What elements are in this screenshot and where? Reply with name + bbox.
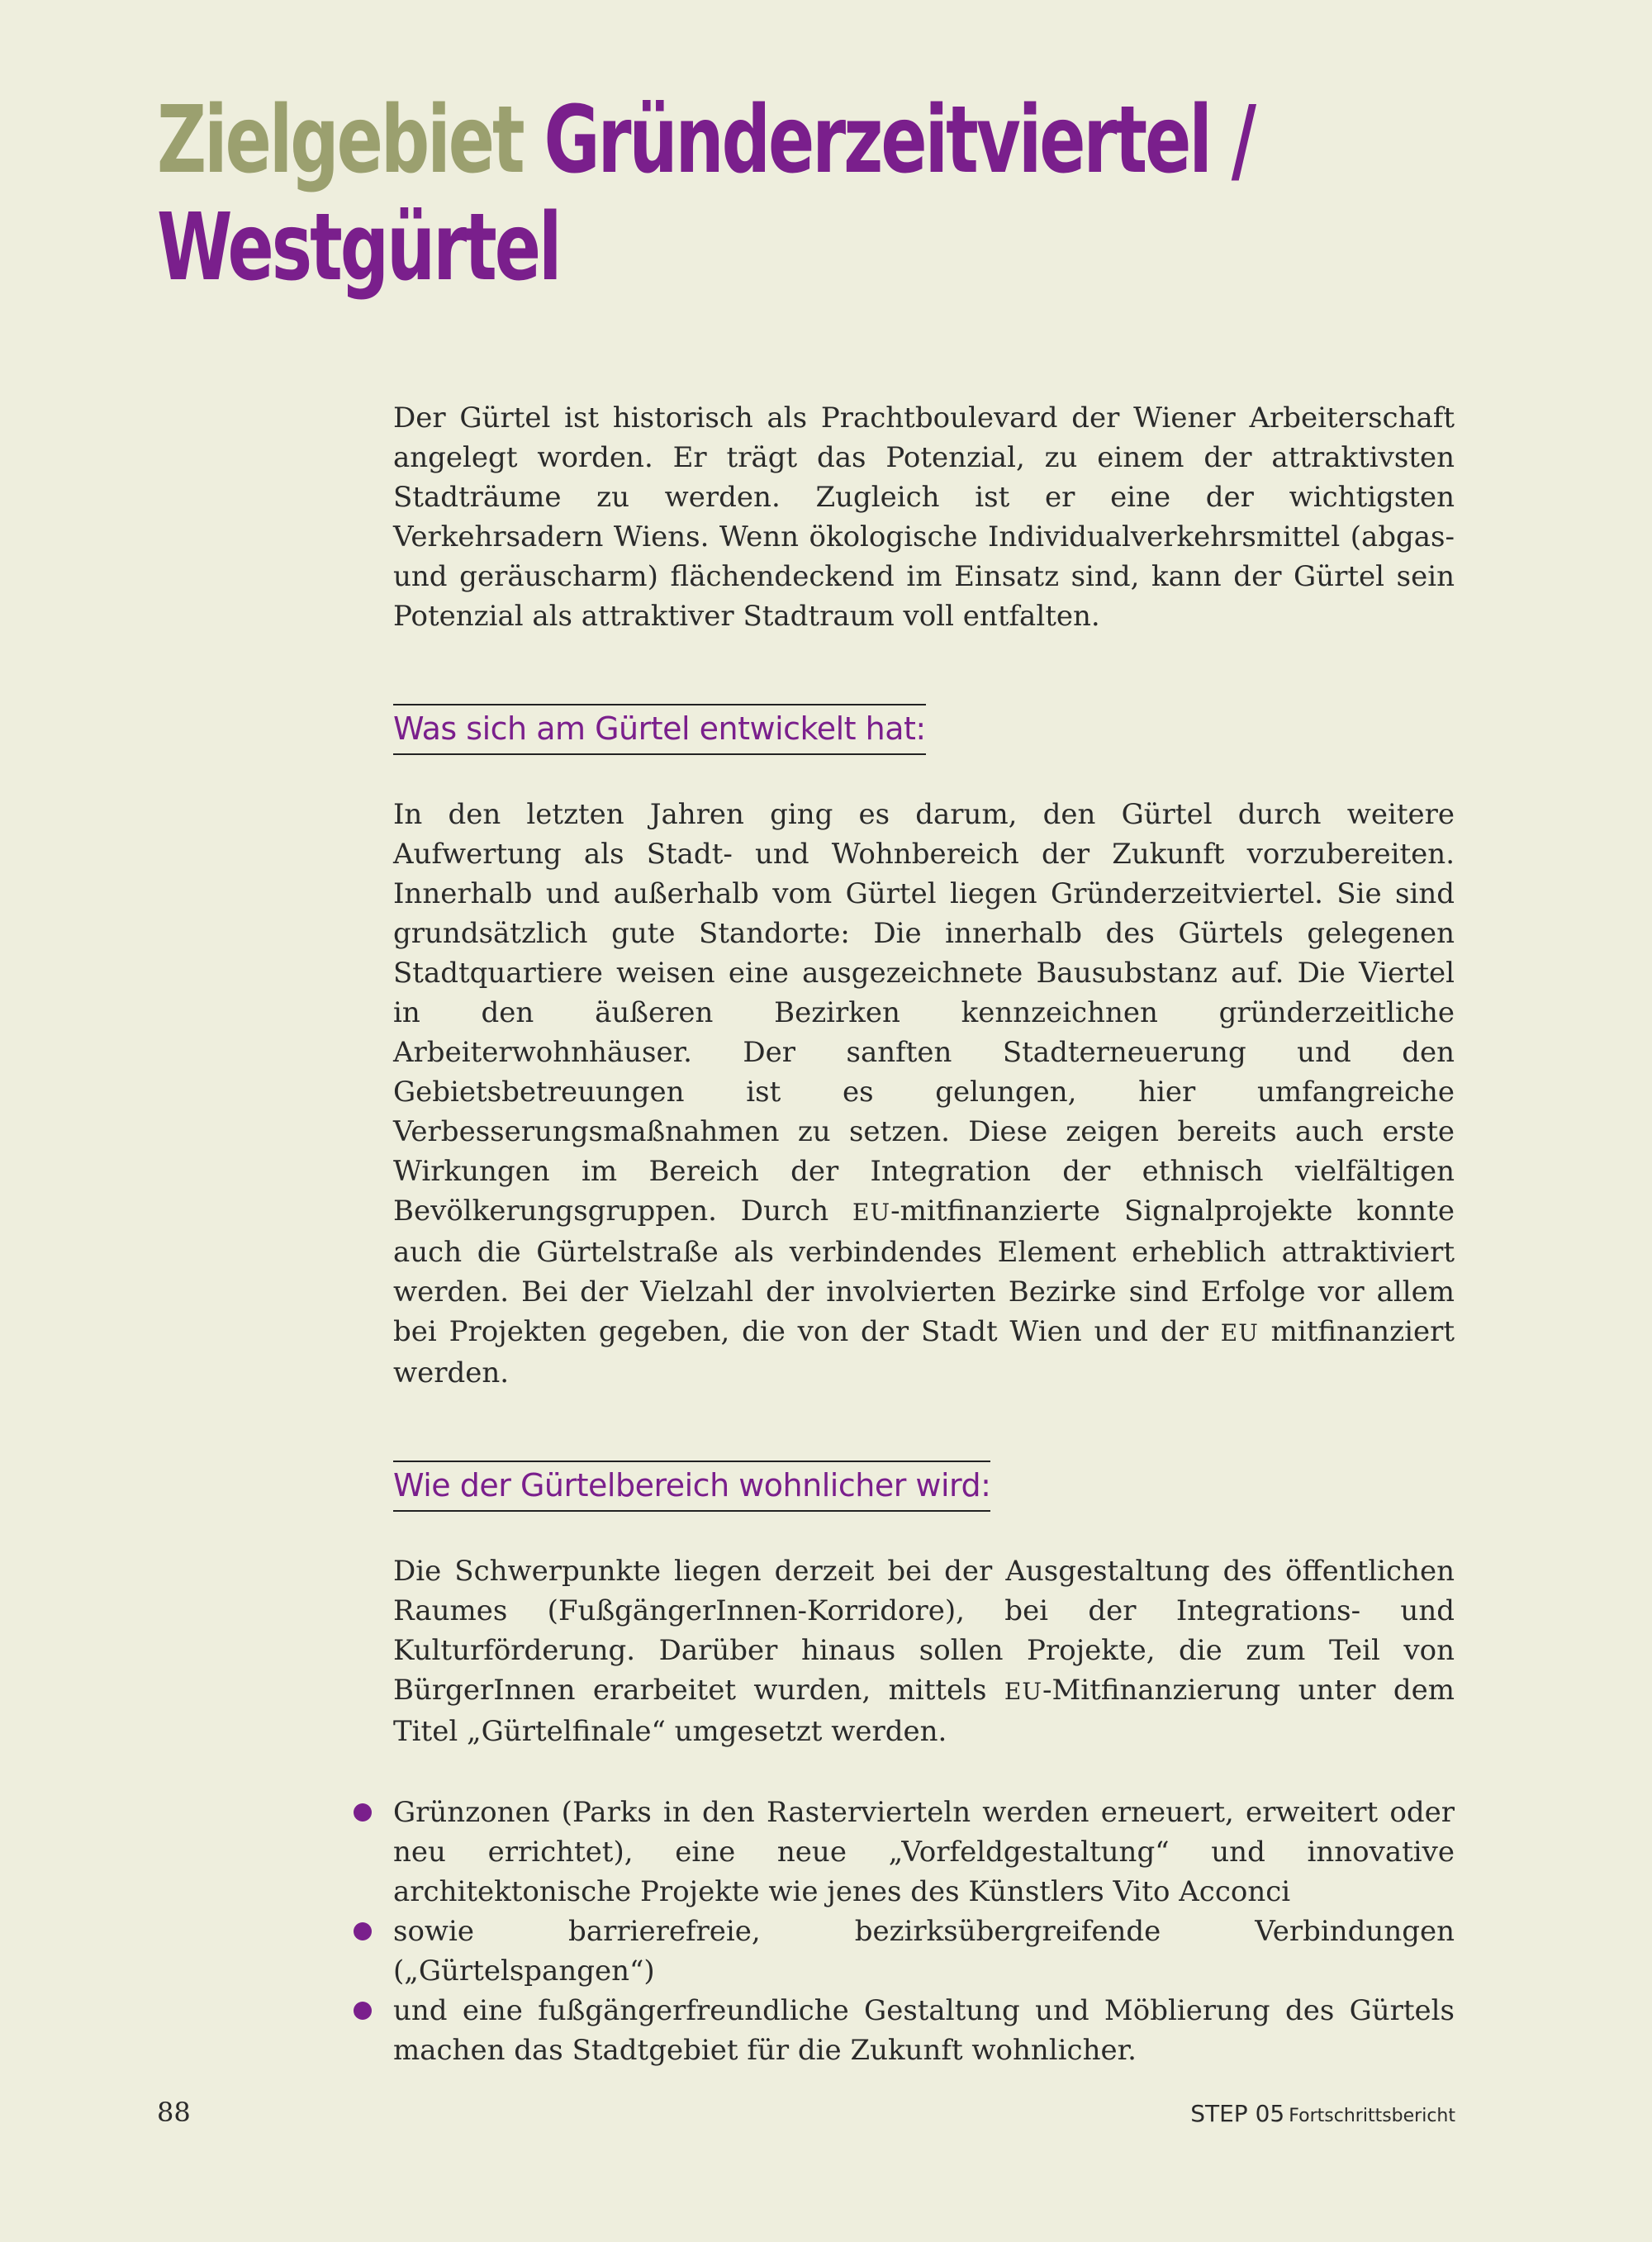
eu-abbreviation: EU — [1220, 1319, 1259, 1347]
developments-text-b: -mitfinanzierte Signalprojekte konnte auch die Gürtelstraße als verbindendes Element erheblich attraktiviert werden. Bei der Vielzahl der involvierten Bezirke sind Erfolge vor allem bei Projekten gegeben, die von der Stadt Wien und der — [393, 1195, 1455, 1348]
section-livability — [393, 1461, 1455, 2070]
measures-list — [393, 1793, 1455, 2070]
section-heading-livability: Wie der Gürtelbereich wohnlicher wird: — [393, 1461, 990, 1512]
footer-step-label: STEP 05 — [1190, 2100, 1285, 2127]
livability-text-a: Die Schwerpunkte liegen derzeit bei der Ausgestaltung des öffentlichen Raumes (FußgängerInnen-Korridore), bei der Integrations- und Kulturförderung. Darüber hinaus sollen Projekte, die zum Teil von BürgerInnen erarbeitet wurden, mittels — [393, 1555, 1455, 1707]
bullet-icon — [354, 1803, 372, 1822]
eu-abbreviation: EU — [852, 1199, 891, 1226]
list-item-text: und eine fußgängerfreundliche Gestaltung und Möblierung des Gürtels machen das Stadtgebiet für die Zukunft wohnlicher. — [393, 1994, 1455, 2067]
list-item — [393, 1991, 1455, 2070]
page-title — [157, 87, 1255, 302]
page-number: 88 — [157, 2097, 191, 2128]
footer-label — [1190, 2100, 1455, 2127]
developments-text-a: In den letzten Jahren ging es darum, den Gürtel durch weitere Aufwertung als Stadt- und Wohnbereich der Zukunft vorzubereiten. Innerhalb und außerhalb vom Gürtel liegen Gründerzeitviertel. Sie sind grundsätzlich gute Standorte: Die innerhalb des Gürtels gelegenen Stadtquartiere weisen eine ausgezeichnete Bausubstanz auf. Die Viertel in den äußeren Bezirken kennzeichnen gründerzeitliche Arbeiterwohnhäuser. Der sanften Stadterneuerung und den Gebietsbetreuungen ist es gelungen, hier umfangreiche Verbesserungsmaßnahmen zu setzen. Diese zeigen bereits auch erste Wirkungen im Bereich der Integration der ethnisch vielfältigen Bevölkerungsgruppen. Durch — [393, 798, 1455, 1228]
list-item — [393, 1912, 1455, 1991]
title-prefix: Zielgebiet — [157, 87, 523, 194]
title-main-line1: Gründerzeitviertel / — [544, 87, 1255, 194]
developments-text-c: mitfinanziert werden. — [393, 1315, 1455, 1389]
developments-paragraph — [393, 795, 1455, 1393]
title-main-line2: Westgürtel — [157, 194, 560, 302]
list-item-text: Grünzonen (Parks in den Rastervierteln werden erneuert, erweitert oder neu errichtet), eine neue „Vorfeldgestaltung“ und innovative architektonische Projekte wie jenes des Künstlers Vito Acconci — [393, 1796, 1455, 1908]
list-item-text: sowie barrierefreie, bezirksübergreifende Verbindungen („Gürtelspangen“) — [393, 1915, 1455, 1988]
bullet-icon — [354, 2002, 372, 2020]
livability-paragraph — [393, 1551, 1455, 1751]
intro-paragraph: Der Gürtel ist historisch als Prachtboulevard der Wiener Arbeiterschaft angelegt worden. Er trägt das Potenzial, zu einem der attraktivsten Stadträume zu werden. Zugleich ist er eine der wichtigsten Verkehrsadern Wiens. Wenn ökologische Individualverkehrsmittel (abgas- und geräuscharm) flächendeckend im Einsatz sind, kann der Gürtel sein Potenzial als attraktiver Stadtraum voll entfalten. — [393, 401, 1455, 633]
section-heading-developments: Was sich am Gürtel entwickelt hat: — [393, 704, 926, 755]
list-item — [393, 1793, 1455, 1912]
footer-report-label: Fortschrittsbericht — [1289, 2106, 1455, 2126]
main-content — [393, 398, 1455, 2070]
livability-text-b: -Mitfinanzierung unter dem Titel „Gürtelfinale“ umgesetzt werden. — [393, 1674, 1455, 1748]
bullet-icon — [354, 1922, 372, 1940]
eu-abbreviation: EU — [1004, 1678, 1042, 1705]
